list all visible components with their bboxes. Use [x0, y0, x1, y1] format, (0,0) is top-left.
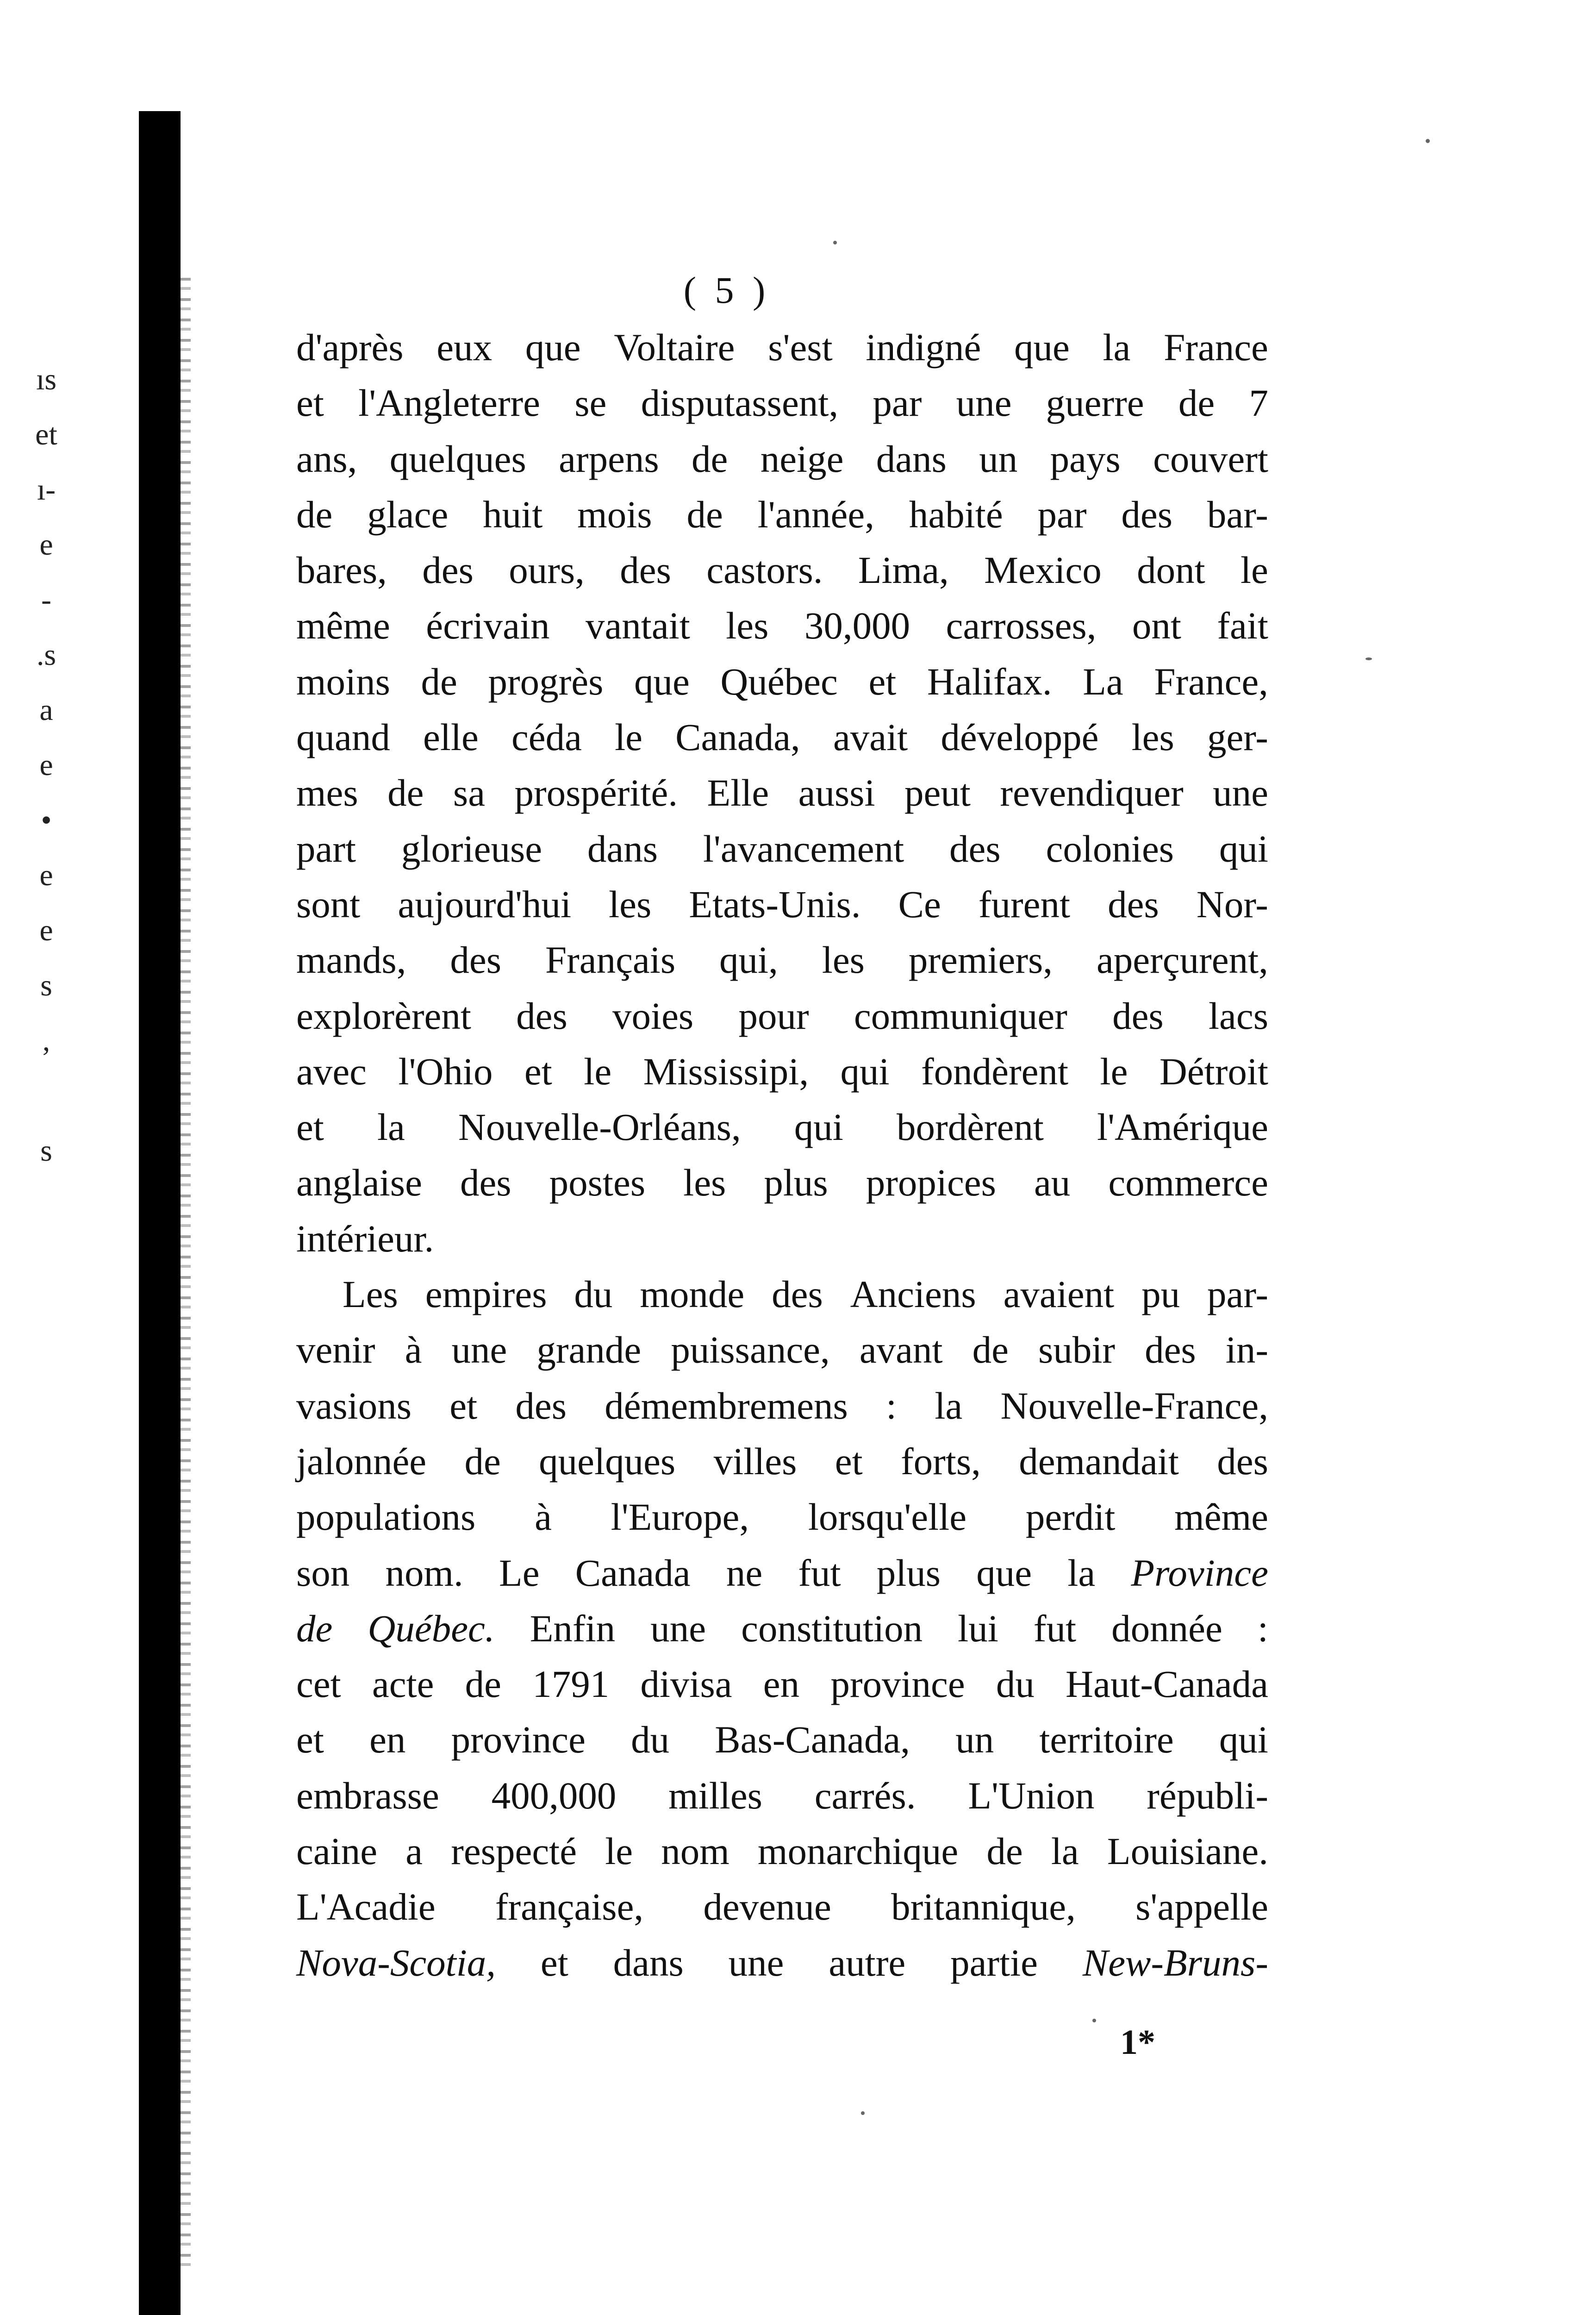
word: la — [1067, 1551, 1096, 1594]
word: des — [516, 994, 567, 1037]
word: arpens — [559, 437, 659, 480]
body-text — [296, 319, 1268, 1990]
word: une — [451, 1328, 507, 1371]
word: Les — [343, 1273, 398, 1316]
word: que — [1014, 326, 1070, 369]
margin-fragment: e — [39, 858, 53, 892]
word: des — [949, 827, 1001, 870]
word: une — [650, 1607, 706, 1650]
word: en — [369, 1718, 406, 1761]
word: Lima, — [858, 549, 949, 592]
scan-speck — [833, 241, 837, 244]
word: revendiquer — [1000, 771, 1184, 814]
word: 400,000 — [491, 1774, 617, 1817]
word: moins — [296, 660, 390, 703]
word: couvert — [1153, 437, 1268, 480]
scan-speck — [861, 2111, 865, 2115]
word: avec — [296, 1050, 367, 1093]
text-line — [296, 1656, 1268, 1712]
word: des — [620, 549, 671, 592]
word: Canada, — [675, 716, 800, 759]
word: 1791 — [532, 1663, 610, 1706]
word: territoire — [1039, 1718, 1174, 1761]
word: anglaise — [296, 1161, 422, 1204]
word: elle — [423, 716, 479, 759]
word: la — [377, 1106, 405, 1149]
word: propices — [866, 1161, 996, 1204]
word: l'Angleterre — [358, 382, 541, 425]
text-line — [296, 1935, 1268, 1990]
word: une — [956, 382, 1012, 425]
word: habité — [909, 493, 1003, 536]
word: peut — [904, 771, 971, 814]
word: province — [451, 1718, 586, 1761]
word: de — [296, 1607, 333, 1650]
word: mois — [577, 493, 652, 536]
word: vasions — [296, 1384, 411, 1427]
word: Province — [1131, 1551, 1268, 1594]
text-line — [296, 1545, 1268, 1601]
margin-fragment: s — [40, 1134, 52, 1168]
word: du — [996, 1663, 1035, 1706]
word: explorèrent — [296, 994, 471, 1037]
word: bar- — [1207, 493, 1268, 536]
word: carrosses, — [946, 604, 1097, 647]
word: partie — [950, 1941, 1038, 1984]
word: de — [972, 1328, 1009, 1371]
word: huit — [483, 493, 543, 536]
word: lui — [958, 1607, 998, 1650]
word: demandait — [1019, 1439, 1179, 1483]
word: les — [683, 1161, 726, 1204]
word: : — [886, 1384, 897, 1427]
word: se — [574, 382, 607, 425]
word: glorieuse — [401, 827, 542, 870]
word: constitution — [741, 1607, 923, 1650]
binding-edge — [181, 278, 191, 2269]
word: de — [421, 660, 457, 703]
word: démembremens — [605, 1384, 848, 1427]
word: donnée — [1111, 1607, 1222, 1650]
word: devenue — [703, 1885, 831, 1928]
word: castors. — [706, 549, 823, 592]
word: des — [450, 939, 502, 982]
word: que — [634, 660, 690, 703]
word: mands, — [296, 939, 406, 982]
word: Bas-Canada, — [715, 1718, 910, 1761]
text-line — [296, 1768, 1268, 1823]
word: commerce — [1108, 1161, 1268, 1204]
word: subir — [1038, 1328, 1116, 1371]
text-line — [296, 1433, 1268, 1489]
word: neige — [760, 437, 844, 480]
text-line — [296, 1266, 1268, 1322]
word: embrasse — [296, 1774, 439, 1817]
word: avant — [859, 1328, 943, 1371]
word: que — [976, 1551, 1032, 1594]
word: progrès — [488, 660, 604, 703]
word: s'est — [768, 326, 833, 369]
word: part — [296, 827, 356, 870]
word: Nova-Scotia, — [296, 1941, 496, 1984]
word: Mexico — [984, 549, 1102, 592]
word: quelques — [389, 437, 526, 480]
word: l'avancement — [703, 827, 904, 870]
word: nom — [661, 1830, 729, 1873]
margin-fragment: - — [41, 583, 51, 617]
word: de — [1178, 382, 1215, 425]
word: qui — [840, 1050, 890, 1093]
text-line — [296, 319, 1268, 375]
word: la — [935, 1384, 963, 1427]
word: monarchique — [757, 1830, 959, 1873]
margin-fragment: et — [35, 418, 57, 451]
word: son — [296, 1551, 350, 1594]
word: monde — [640, 1273, 745, 1316]
word: milles — [668, 1774, 762, 1817]
word: 30,000 — [804, 604, 910, 647]
margin-fragment: .s — [36, 638, 56, 672]
word: qui — [794, 1106, 843, 1149]
word: un — [955, 1718, 994, 1761]
word: ont — [1132, 604, 1181, 647]
word: Etats-Unis. — [689, 882, 861, 926]
word: de — [686, 493, 723, 536]
signature-mark: 1* — [1120, 2023, 1155, 2062]
word: Enfin — [530, 1607, 616, 1650]
word: et — [868, 660, 897, 703]
word: dont — [1137, 549, 1205, 592]
word: qui — [1219, 827, 1268, 870]
text-line — [296, 1601, 1268, 1656]
word: populations — [296, 1495, 476, 1539]
word: colonies — [1046, 827, 1174, 870]
word: écrivain — [426, 604, 550, 647]
word: fondèrent — [921, 1050, 1069, 1093]
text-line — [296, 1099, 1268, 1155]
word: même — [1174, 1495, 1268, 1539]
margin-fragment: , — [42, 1024, 50, 1057]
text-line — [296, 542, 1268, 598]
binding-shadow — [139, 111, 181, 2315]
word: glace — [367, 493, 449, 536]
word: sa — [453, 771, 486, 814]
word: des — [1145, 1328, 1196, 1371]
word: britannique, — [891, 1885, 1076, 1928]
word: Le — [499, 1551, 540, 1594]
word: grande — [536, 1328, 642, 1371]
margin-fragment: e — [39, 913, 53, 947]
text-line — [296, 431, 1268, 487]
text-line — [296, 1044, 1268, 1099]
scan-speck — [1092, 2019, 1096, 2022]
word: forts, — [900, 1439, 981, 1483]
word: La — [1083, 660, 1123, 703]
word: l'année, — [757, 493, 874, 536]
word: de — [464, 1439, 501, 1483]
text-line — [296, 487, 1268, 542]
margin-fragment: e — [39, 528, 53, 562]
word: Halifax. — [927, 660, 1052, 703]
word: une — [1213, 771, 1268, 814]
word: ger- — [1207, 716, 1268, 759]
word: des — [422, 549, 474, 592]
word: postes — [549, 1161, 646, 1204]
word: Anciens — [850, 1273, 976, 1316]
word: par- — [1207, 1273, 1268, 1316]
word: bordèrent — [896, 1106, 1044, 1149]
word: Elle — [707, 771, 769, 814]
word: des — [772, 1273, 823, 1316]
text-line — [296, 375, 1268, 431]
word: caine — [296, 1830, 378, 1873]
word: cet — [296, 1663, 341, 1706]
word: d'après — [296, 326, 404, 369]
text-line — [296, 1712, 1268, 1767]
word: nom. — [385, 1551, 463, 1594]
word: bares, — [296, 549, 387, 592]
word: et — [524, 1050, 552, 1093]
word: de — [986, 1830, 1023, 1873]
word: Mississipi, — [643, 1050, 809, 1093]
word: et — [835, 1439, 863, 1483]
word: des — [1217, 1439, 1268, 1483]
word: de — [296, 493, 333, 536]
word: dans — [613, 1941, 684, 1984]
text-line — [296, 1489, 1268, 1545]
word: de — [465, 1663, 502, 1706]
word: de — [692, 437, 728, 480]
word: en — [763, 1663, 800, 1706]
word: communiquer — [854, 994, 1067, 1037]
word: le — [605, 1830, 633, 1873]
word: avaient — [1003, 1273, 1115, 1316]
word: divisa — [640, 1663, 732, 1706]
word: par — [1037, 493, 1087, 536]
text-line — [296, 1155, 1268, 1210]
text-line — [296, 765, 1268, 820]
word: mes — [296, 771, 358, 814]
word: venir — [296, 1328, 375, 1371]
word: la — [1051, 1830, 1079, 1873]
word: : — [1257, 1607, 1268, 1650]
text-line — [296, 598, 1268, 653]
margin-fragment: s — [40, 969, 52, 1002]
word: L'Union — [968, 1774, 1095, 1817]
word: dans — [876, 437, 947, 480]
word: carrés. — [814, 1774, 916, 1817]
text-line — [296, 1378, 1268, 1433]
word: les — [609, 882, 652, 926]
word: Nor- — [1196, 882, 1268, 926]
word: le — [1100, 1050, 1128, 1093]
word: furent — [978, 882, 1071, 926]
word: et — [296, 1718, 324, 1761]
word: quand — [296, 716, 390, 759]
word: l'Europe, — [611, 1495, 749, 1539]
text-line — [296, 1211, 1268, 1266]
word: plus — [876, 1551, 941, 1594]
word: lacs — [1208, 994, 1268, 1037]
text-line — [296, 932, 1268, 988]
word: céda — [511, 716, 582, 759]
word: à — [405, 1328, 422, 1371]
word: les — [822, 939, 865, 982]
word: autre — [829, 1941, 906, 1984]
word: ours, — [509, 549, 585, 592]
word: par — [873, 382, 922, 425]
word: du — [631, 1718, 670, 1761]
word: dans — [587, 827, 658, 870]
word: France — [1164, 326, 1268, 369]
word: du — [574, 1273, 613, 1316]
word: française, — [495, 1885, 644, 1928]
word: avait — [833, 716, 908, 759]
word: jalonnée — [296, 1439, 427, 1483]
word: premiers, — [908, 939, 1053, 982]
text-line — [296, 821, 1268, 876]
adjacent-page-fragments — [19, 352, 74, 1178]
scan-speck — [1365, 657, 1372, 660]
word: des — [1121, 493, 1173, 536]
word: aussi — [798, 771, 875, 814]
word: la — [1103, 326, 1131, 369]
word: respecté — [451, 1830, 577, 1873]
word: disputassent, — [641, 382, 839, 425]
word: indigné — [866, 326, 981, 369]
word: villes — [713, 1439, 797, 1483]
word: eux — [436, 326, 493, 369]
word: Ce — [898, 882, 941, 926]
word: ans, — [296, 437, 357, 480]
word: Nouvelle-France, — [1000, 1384, 1268, 1427]
word: les — [726, 604, 769, 647]
word: Détroit — [1159, 1050, 1268, 1093]
word: au — [1034, 1161, 1071, 1204]
word: lorsqu'elle — [808, 1495, 967, 1539]
word: des — [1112, 994, 1164, 1037]
word: des — [460, 1161, 511, 1204]
word: pays — [1050, 437, 1121, 480]
scan-speck — [1426, 139, 1430, 143]
word: plus — [764, 1161, 828, 1204]
text-line — [296, 1823, 1268, 1879]
word: sont — [296, 882, 361, 926]
word: le — [584, 1050, 612, 1093]
word: quelques — [539, 1439, 676, 1483]
word: pour — [738, 994, 809, 1037]
word: que — [525, 326, 581, 369]
word: et — [540, 1941, 568, 1984]
word: L'Acadie — [296, 1885, 436, 1928]
word: à — [535, 1495, 552, 1539]
margin-fragment: • — [41, 803, 52, 837]
word: empires — [425, 1273, 547, 1316]
word: a — [405, 1830, 423, 1873]
word: intérieur. — [296, 1217, 434, 1260]
word: et — [296, 1106, 324, 1149]
word: une — [728, 1941, 784, 1984]
word: aujourd'hui — [398, 882, 572, 926]
word: in- — [1225, 1328, 1268, 1371]
text-line — [296, 1879, 1268, 1934]
word: Canada — [575, 1551, 691, 1594]
text-line — [296, 709, 1268, 765]
word: de — [387, 771, 424, 814]
word: des — [515, 1384, 567, 1427]
word: s'appelle — [1135, 1885, 1268, 1928]
word: Voltaire — [614, 326, 735, 369]
word: Français — [545, 939, 676, 982]
word: un — [979, 437, 1018, 480]
word: l'Ohio — [398, 1050, 493, 1093]
word: acte — [372, 1663, 434, 1706]
margin-fragment: ı- — [37, 473, 56, 507]
margin-fragment: a — [39, 693, 53, 727]
text-line — [296, 988, 1268, 1044]
word: Haut-Canada — [1066, 1663, 1268, 1706]
word: républi- — [1147, 1774, 1268, 1817]
text-line — [296, 876, 1268, 932]
word: Louisiane. — [1107, 1830, 1268, 1873]
word: qui — [1219, 1718, 1268, 1761]
word: vantait — [585, 604, 690, 647]
margin-fragment — [19, 1068, 74, 1123]
word: aperçurent, — [1096, 939, 1268, 982]
word: le — [1241, 549, 1268, 592]
word: 7 — [1249, 382, 1268, 425]
word: perdit — [1025, 1495, 1116, 1539]
margin-fragment: e — [39, 748, 53, 782]
word: développé — [941, 716, 1099, 759]
word: fut — [798, 1551, 841, 1594]
word: même — [296, 604, 390, 647]
word: les — [1131, 716, 1174, 759]
word: Nouvelle-Orléans, — [458, 1106, 741, 1149]
word: Québec — [720, 660, 838, 703]
text-line — [296, 654, 1268, 709]
word: voies — [612, 994, 694, 1037]
word: l'Amérique — [1097, 1106, 1268, 1149]
word: guerre — [1046, 382, 1144, 425]
word: France, — [1154, 660, 1268, 703]
word: New-Bruns- — [1082, 1941, 1268, 1984]
word: province — [830, 1663, 965, 1706]
page-number-header: ( 5 ) — [683, 269, 770, 311]
word: des — [1108, 882, 1159, 926]
margin-fragment: ıs — [36, 363, 57, 396]
word: fait — [1217, 604, 1268, 647]
word: et — [296, 382, 324, 425]
word: et — [449, 1384, 478, 1427]
word: qui, — [719, 939, 778, 982]
word: pu — [1141, 1273, 1180, 1316]
word: le — [615, 716, 643, 759]
word: fut — [1033, 1607, 1077, 1650]
word: prospérité. — [514, 771, 678, 814]
word: puissance, — [671, 1328, 830, 1371]
text-line — [296, 1322, 1268, 1377]
word: ne — [726, 1551, 763, 1594]
word: Québec. — [368, 1607, 495, 1650]
